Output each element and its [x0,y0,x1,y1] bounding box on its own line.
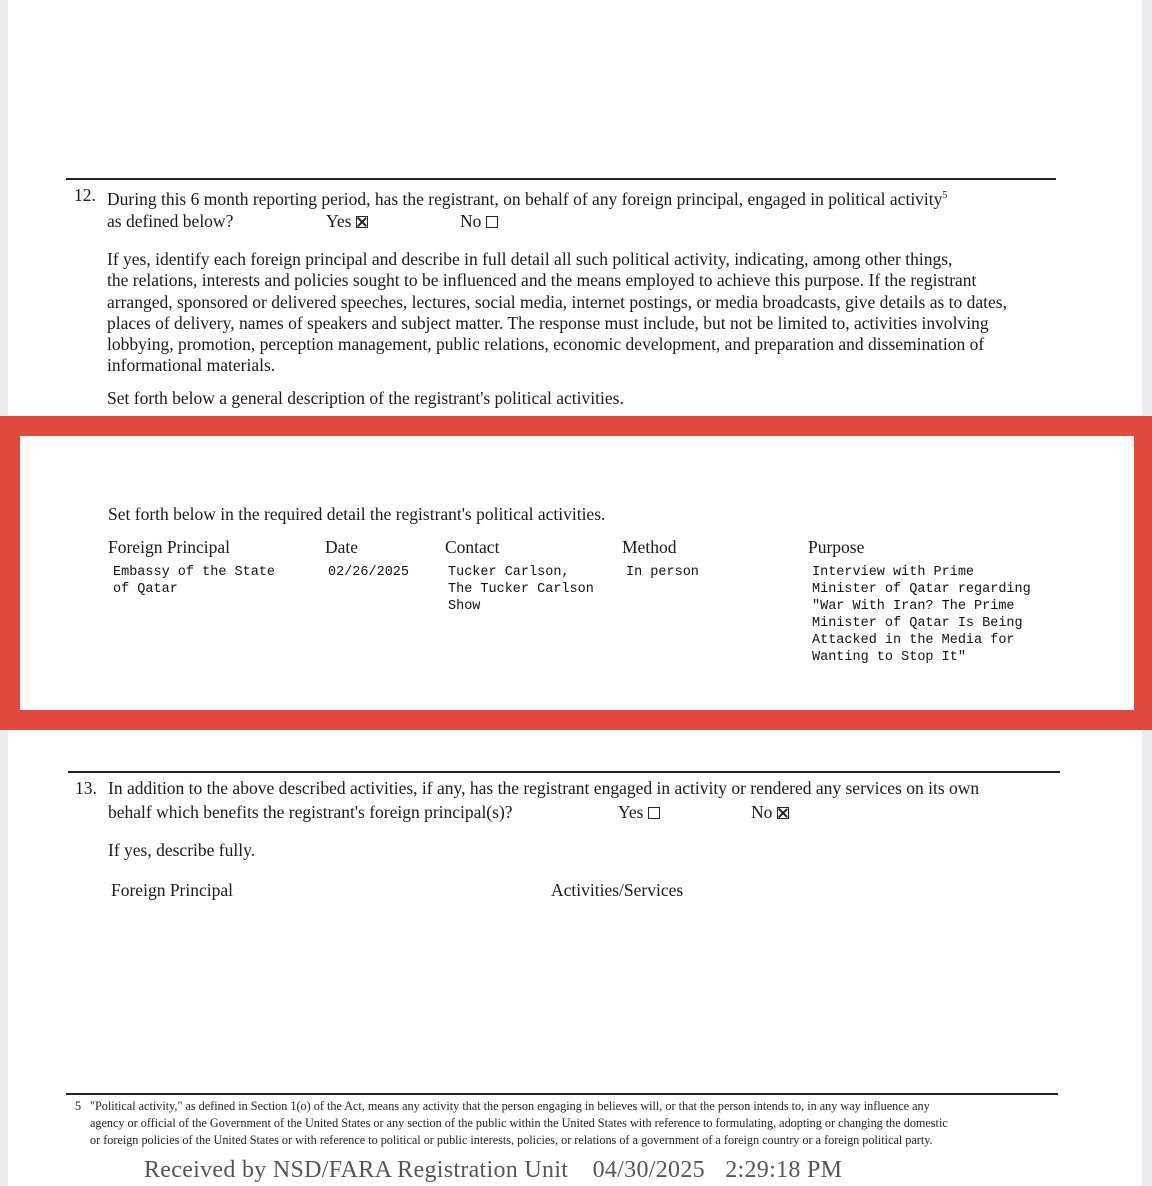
q13-question-line2: behalf which benefits the registrant's foreign principal(s)? [108,802,513,822]
q13-yes-option[interactable] [618,802,660,823]
q12-question-line1: During this 6 month reporting period, has the registrant, on behalf of any foreign principal, engaged in political activity$^5$ [107,188,948,209]
instruction-line: lobbying, promotion, perception management, public relations, economic development, and preparation and dissemination of [107,334,985,355]
q12-instructions [107,249,1007,377]
q13-top-rule [68,771,1060,773]
footnote-ref: 5 [942,190,948,201]
q12-number: 12. [74,185,96,205]
instruction-line: arranged, sponsored or delivered speeches, lectures, social media, internet postings, or media broadcasts, give details as to dates, [107,291,1007,312]
q12-no-option[interactable] [460,211,498,232]
q12-no-checkbox[interactable] [486,216,498,228]
q13-describe: If yes, describe fully. [108,840,256,860]
q13-no-label: No [751,802,773,822]
q12-yes-label: Yes [326,211,352,231]
q12-detail-heading: Set forth below in the required detail the registrant's political activities. [108,504,606,524]
stamp-text: Received by NSD/FARA Registration Unit [144,1157,569,1183]
q13-number: 13. [75,778,97,798]
footnote-number: 5 [75,1099,82,1113]
col-header-method: Method [622,537,677,557]
entry-contact: Tucker Carlson, The Tucker Carlson Show [448,565,594,614]
q12-no-label: No [460,211,482,231]
col-header-contact: Contact [445,537,500,557]
entry-foreign-principal: Embassy of the State of Qatar [113,565,276,597]
q13-col-activities: Activities/Services [551,880,684,900]
col-header-purpose: Purpose [808,537,865,557]
col-header-date: Date [325,537,359,557]
q12-yes-option[interactable] [326,211,368,232]
q12-top-rule [66,178,1056,180]
q13-col-foreign-principal: Foreign Principal [111,880,233,900]
col-header-foreign-principal: Foreign Principal [108,537,230,557]
instruction-line: informational materials. [107,355,276,376]
q13-no-option[interactable] [751,802,789,823]
entry-date: 02/26/2025 [328,565,410,580]
instruction-line: places of delivery, names of speakers and subject matter. The response must include, but not be limited to, activities involving [107,312,989,333]
q12-yes-checkbox[interactable] [356,216,368,228]
footnote-text: "Political activity," as defined in Section 1(o) of the Act, means any activity that the person engaging in believes will, or that the person intends to, in any way influence any agency or official of the Government of the United States or any section of the public within the United States with reference to formulating, adopting or changing the domestic or foreign policies of the United States or with reference to political or public interests, policies, or relations of a government of a foreign country or a foreign political party. [90,1099,948,1147]
q13-yes-checkbox[interactable] [648,807,660,819]
q12-general-description: Set forth below a general description of the registrant's political activities. [107,388,624,408]
stamp-time: 2:29:18 PM [725,1157,843,1183]
q13-yes-label: Yes [618,802,644,822]
entry-purpose: Interview with Prime Minister of Qatar regarding "War With Iran? The Prime Minister of Qatar Is Being Attacked in the Media for Wanting to Stop It" [812,565,1031,665]
q13-question-line1: In addition to the above described activities, if any, has the registrant engaged in activity or rendered any services on its own [108,778,980,798]
footnote-rule [66,1093,1058,1095]
instruction-line: If yes, identify each foreign principal and describe in full detail all such political activity, indicating, among other things, [107,249,953,269]
q12-question-line2: as defined below? [107,211,234,231]
entry-method: In person [626,565,699,580]
registration-stamp [144,1157,842,1184]
stamp-date: 04/30/2025 [592,1157,705,1183]
q13-no-checkbox[interactable] [777,807,789,819]
instruction-line: the relations, interests and policies sought to be influenced and the means employed to achieve this purpose. If the registrant [107,270,977,291]
